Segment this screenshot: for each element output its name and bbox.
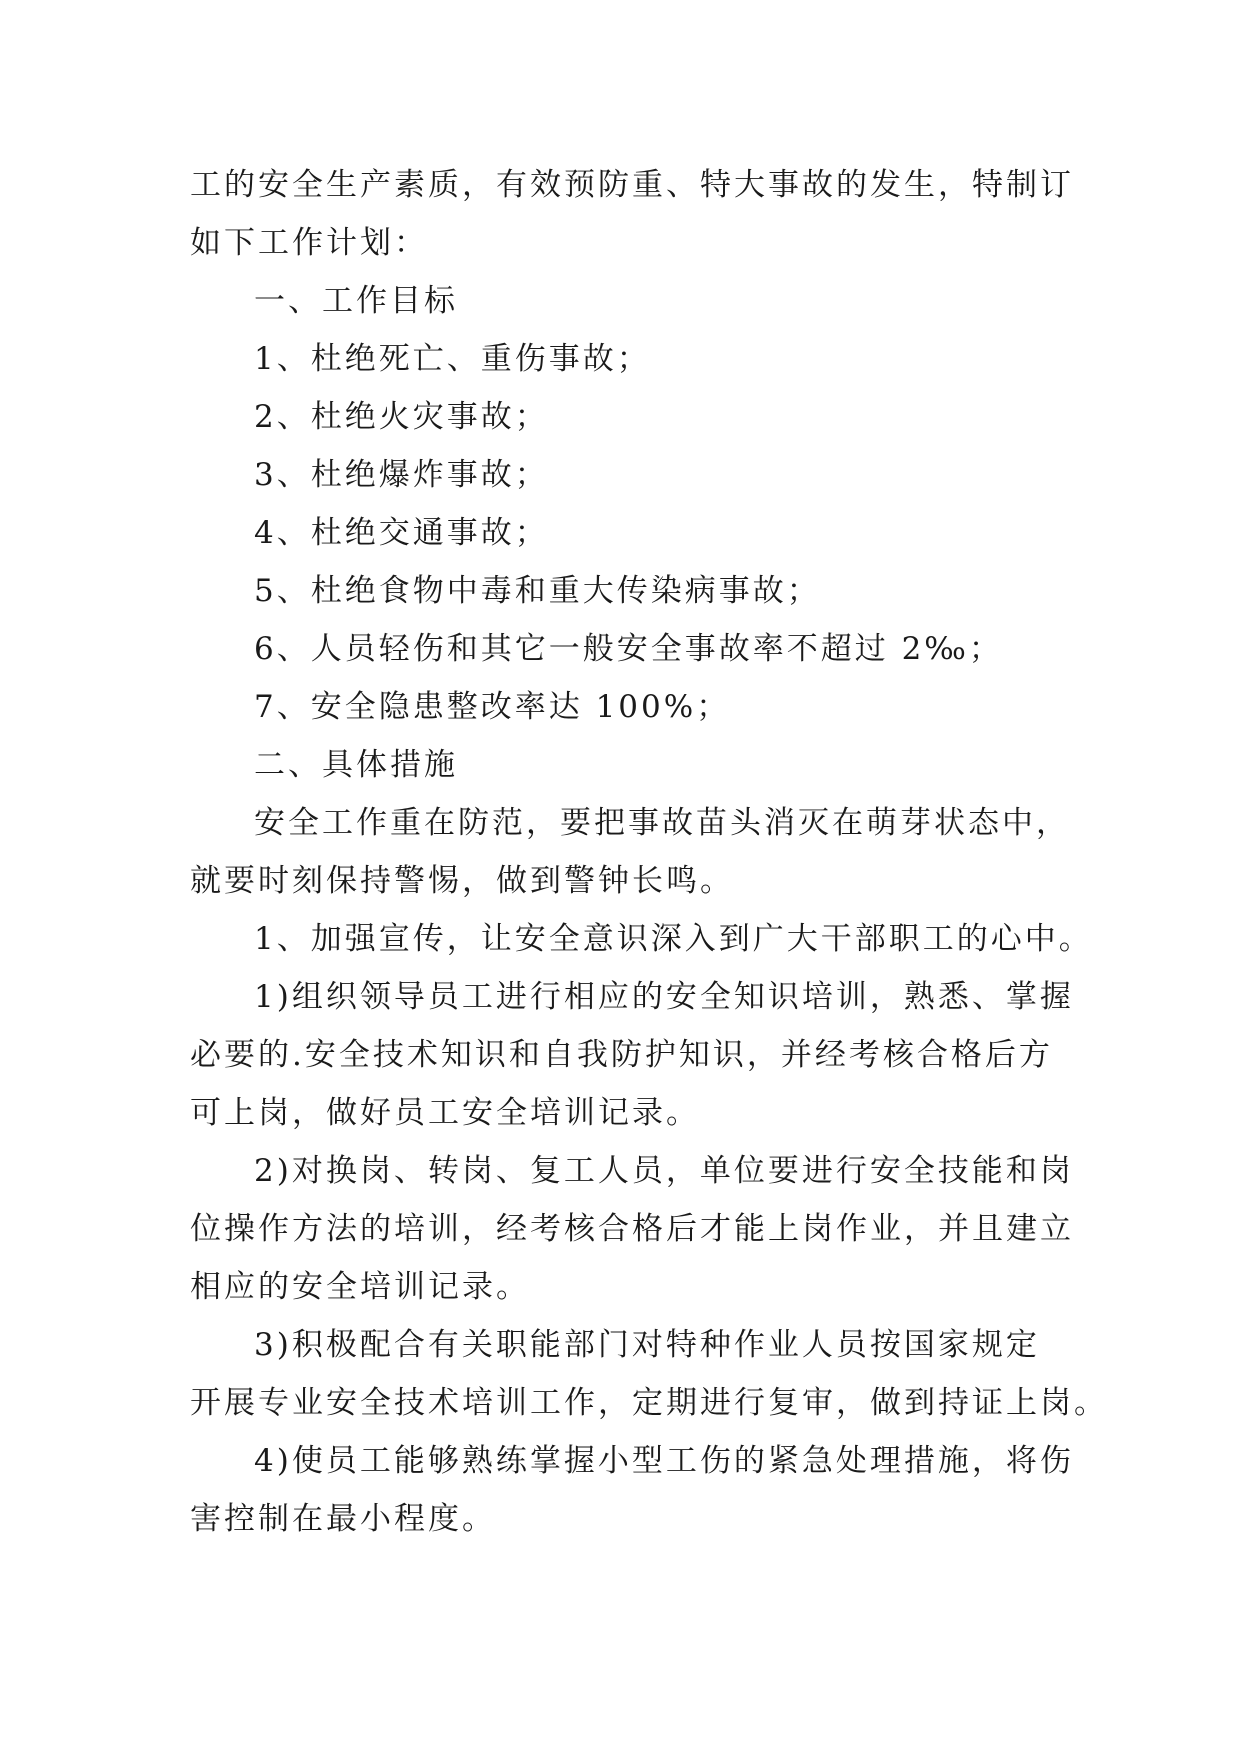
section-heading: 二、具体措施: [254, 747, 458, 783]
list-item: 1、杜绝死亡、重伤事故；: [254, 341, 651, 377]
paragraph-line: 害控制在最小程度。: [190, 1501, 496, 1537]
paragraph-line: 可上岗，做好员工安全培训记录。: [190, 1095, 700, 1131]
paragraph-line: 就要时刻保持警惕，做到警钟长鸣。: [190, 863, 734, 899]
paragraph-line: 安全工作重在防范，要把事故苗头消灭在萌芽状态中，: [254, 805, 1070, 841]
list-item: 1)组织领导员工进行相应的安全知识培训，熟悉、掌握: [254, 979, 1074, 1015]
list-item: 1、加强宣传，让安全意识深入到广大干部职工的心中。: [254, 921, 1093, 957]
list-item: 4)使员工能够熟练掌握小型工伤的紧急处理措施，将伤: [254, 1443, 1074, 1479]
paragraph-line: 相应的安全培训记录。: [190, 1269, 530, 1305]
list-item: 2)对换岗、转岗、复工人员，单位要进行安全技能和岗: [254, 1153, 1074, 1189]
list-item: 5、杜绝食物中毒和重大传染病事故；: [254, 573, 821, 609]
list-item: 2、杜绝火灾事故；: [254, 399, 549, 435]
list-item: 6、人员轻伤和其它一般安全事故率不超过 2‰；: [254, 631, 1003, 667]
list-item: 3)积极配合有关职能部门对特种作业人员按国家规定: [254, 1327, 1040, 1363]
document-body: [190, 156, 1108, 1548]
paragraph-line: 工的安全生产素质，有效预防重、特大事故的发生，特制订: [190, 167, 1074, 203]
list-item: 7、安全隐患整改率达 100%；: [254, 689, 731, 725]
paragraph-line: 必要的.安全技术知识和自我防护知识，并经考核合格后方: [190, 1037, 1053, 1073]
paragraph-line: 开展专业安全技术培训工作，定期进行复审，做到持证上岗。: [190, 1385, 1108, 1421]
paragraph-line: 位操作方法的培训，经考核合格后才能上岗作业，并且建立: [190, 1211, 1074, 1247]
section-heading: 一、工作目标: [254, 283, 458, 319]
list-item: 3、杜绝爆炸事故；: [254, 457, 549, 493]
list-item: 4、杜绝交通事故；: [254, 515, 549, 551]
paragraph-line: 如下工作计划：: [190, 225, 428, 261]
